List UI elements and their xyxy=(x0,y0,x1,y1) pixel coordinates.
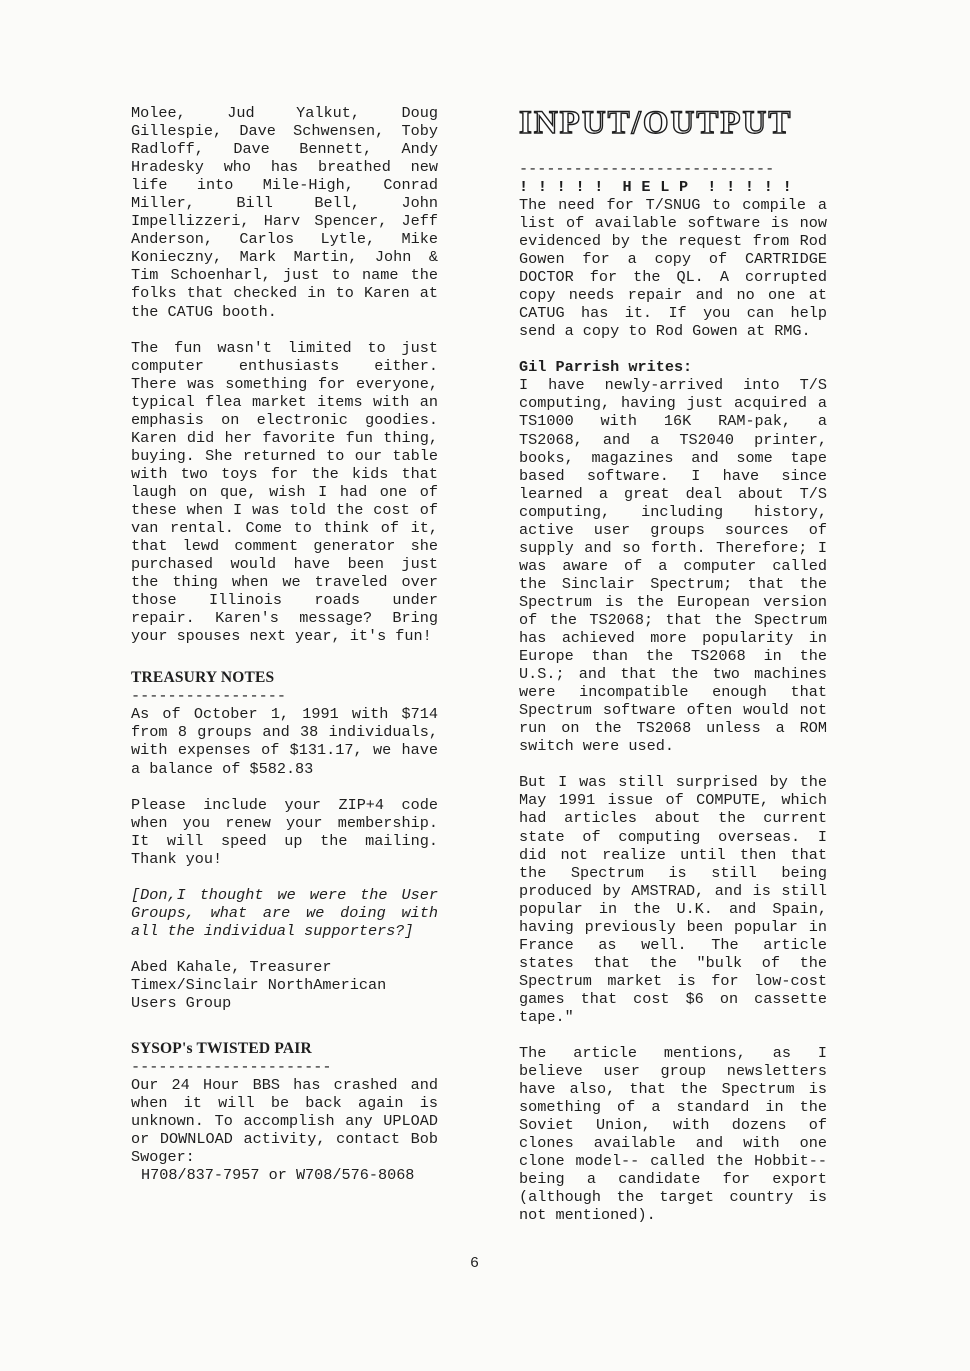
letter-heading: Gil Parrish writes: xyxy=(519,358,693,377)
treasury-paragraph-1: As of October 1, 1991 with $714 from 8 groups and 38 individuals, with expenses of $131.17, we have a balance of $582.83 xyxy=(131,705,438,778)
treasury-heading: TREASURY NOTES xyxy=(131,669,275,687)
letter-paragraph-3: The article mentions, as I believe user group newsletters have also, that the Spectrum is something of a standard in the Soviet Union, with dozens of clones available and with one clone model-- called the Hobbit-- being a candidate for export (although the target country is not mentioned). xyxy=(519,1044,827,1225)
sysop-contact: H708/837-7957 or W708/576-8068 xyxy=(141,1166,415,1185)
editor-note: [Don,I thought we were the User Groups, what are we doing with all the individual supporters?] xyxy=(131,885,438,940)
sysop-paragraph: Our 24 Hour BBS has crashed and when it will be back again is unknown. To accomplish any UPLOAD or DOWNLOAD activity, contact Bob Swoger: xyxy=(131,1076,438,1167)
page-number: 6 xyxy=(470,1255,480,1272)
treasury-paragraph-2: Please include your ZIP+4 code when you renew your membership. It will speed up the mailing. Thank you! xyxy=(131,795,438,868)
left-column xyxy=(131,104,438,1184)
letter-paragraph-1: I have newly-arrived into T/S computing, having just acquired a TS1000 with 16K RAM-pak, a TS2068, and a TS2040 printer, books, magazines and some tape based software. I have since learned a great deal about T/S computing, including history, active user groups sources of supply and so forth. Therefore; I was aware of a computer called the Sinclair Spectrum; that the Spectrum is the European version of the TS2068; that the Spectrum has achieved more popularity in Europe than the TS2068 in the U.S.; and that the two machines were incompatible enough that Spectrum software often would not run on the TS2068 unless a ROM switch were used. xyxy=(519,376,827,756)
right-column xyxy=(519,104,827,1224)
sysop-heading: SYSOP's TWISTED PAIR xyxy=(131,1040,312,1058)
signature-line-2: Timex/Sinclair NorthAmerican xyxy=(131,975,387,994)
treasury-rule: ----------------- xyxy=(131,687,286,706)
signature-line-1: Abed Kahale, Treasurer xyxy=(131,957,332,976)
section-title: INPUT/OUTPUT xyxy=(519,105,793,141)
help-paragraph: The need for T/SNUG to compile a list of available software is now evidenced by the request from Rod Gowen for a copy of CARTRIDGE DOCTOR for the QL. A corrupted copy needs repair and no one at CATUG has it. If you can help send a copy to Rod Gowen at RMG. xyxy=(519,196,827,341)
intro-paragraph-2: The fun wasn't limited to just computer enthusiasts either. There was something for everyone, typical flea market items with an emphasis on electronic goodies. Karen did her favorite fun thing, buying. She returned to our table with two toys for the kids that laugh on que, wish I had one of these when I was told the cost of van rental. Come to think of it, that lewd comment generator she purchased would have been just the thing when we traveled over those Illinois roads under repair. Karen's message? Bring your spouses next year, it's fun! xyxy=(131,338,438,646)
signature-line-3: Users Group xyxy=(131,993,232,1012)
title-rule: ---------------------------- xyxy=(519,160,775,178)
letter-paragraph-2: But I was still surprised by the May 1991 issue of COMPUTE, which had articles about the current state of computing overseas. I did not realize until then that the Spectrum is still being produced by AMSTRAD, and is still popular in the U.K. and Spain, having previously been popular in France as well. The article states that the "bulk of the Spectrum market is for low-cost games that cost $6 on cassette tape." xyxy=(519,773,827,1026)
sysop-rule: ---------------------- xyxy=(131,1058,332,1077)
intro-paragraph-1: Molee, Jud Yalkut, Doug Gillespie, Dave Schwensen, Toby Radloff, Dave Bennett, Andy Hradesky who has breathed new life into Mile-High, Conrad Miller, Bill Bell, John Impellizzeri, Harv Spencer, Jeff Anderson, Carlos Lytle, Mike Konieczny, Mark Martin, John & Tim Schoenharl, just to name the folks that checked in to Karen at the CATUG booth. xyxy=(131,104,438,321)
help-line: ! ! ! ! ! H E L P ! ! ! ! ! xyxy=(519,178,793,196)
